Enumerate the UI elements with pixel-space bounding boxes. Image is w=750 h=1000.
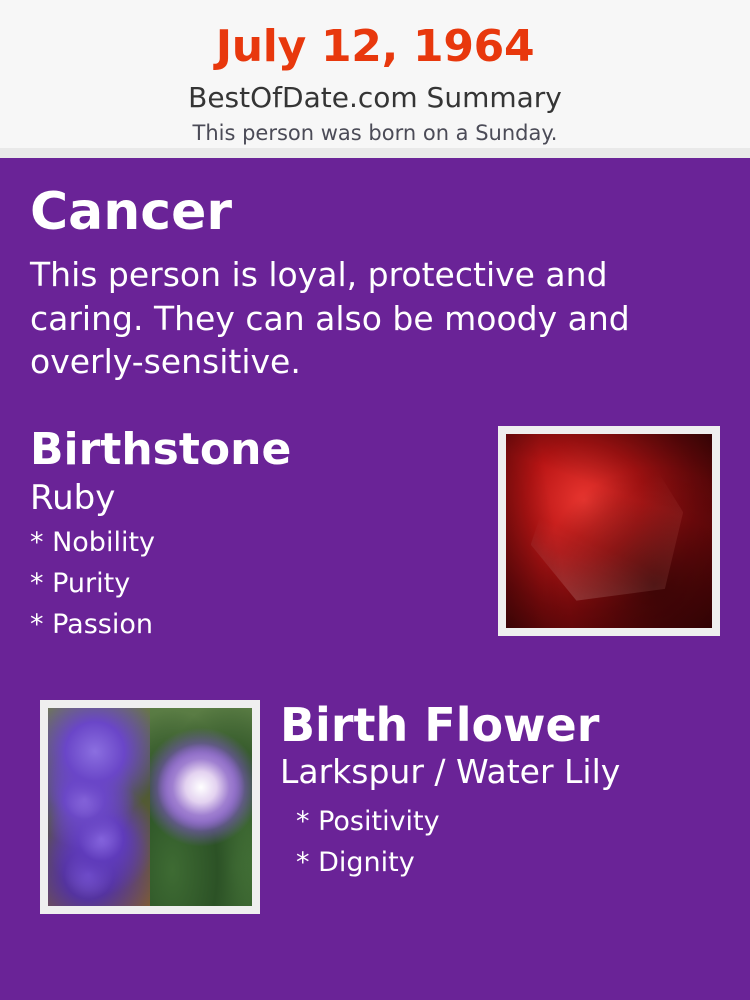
page-header <box>0 0 750 148</box>
birthstone-trait: * Purity <box>30 568 131 600</box>
birthstone-title: Birthstone <box>30 423 292 475</box>
zodiac-sign-title: Cancer <box>30 182 233 242</box>
birth-flower-text-block <box>280 697 720 879</box>
ruby-image <box>506 434 712 628</box>
page-title: July 12, 1964 <box>215 21 535 72</box>
details-panel <box>0 158 750 1000</box>
zodiac-description: This person is loyal, protective and caring. They can also be moody and overly-sensitive. <box>30 255 630 382</box>
larkspur-image-half <box>48 708 150 906</box>
birthstone-text-block <box>30 423 460 641</box>
water-lily-image-half <box>150 708 252 906</box>
birth-day-note: This person was born on a Sunday. <box>192 121 558 146</box>
birthstone-name: Ruby <box>30 478 116 519</box>
birthstone-trait: * Nobility <box>30 527 156 559</box>
larkspur-and-water-lily-photo <box>40 700 260 914</box>
ruby-gemstone-photo <box>498 426 720 636</box>
birthstone-section <box>30 423 720 666</box>
header-divider <box>0 148 750 158</box>
birth-flower-trait: * Dignity <box>296 847 415 879</box>
birth-flower-trait: * Positivity <box>296 806 440 838</box>
birth-flower-title: Birth Flower <box>280 697 600 752</box>
zodiac-section <box>30 184 720 384</box>
flower-image <box>48 708 252 906</box>
birth-flower-section <box>30 697 720 930</box>
birth-flower-traits <box>280 806 720 878</box>
birth-flower-name: Larkspur / Water Lily <box>280 752 621 792</box>
site-summary-label: BestOfDate.com Summary <box>188 81 562 115</box>
birthstone-trait: * Passion <box>30 609 153 641</box>
